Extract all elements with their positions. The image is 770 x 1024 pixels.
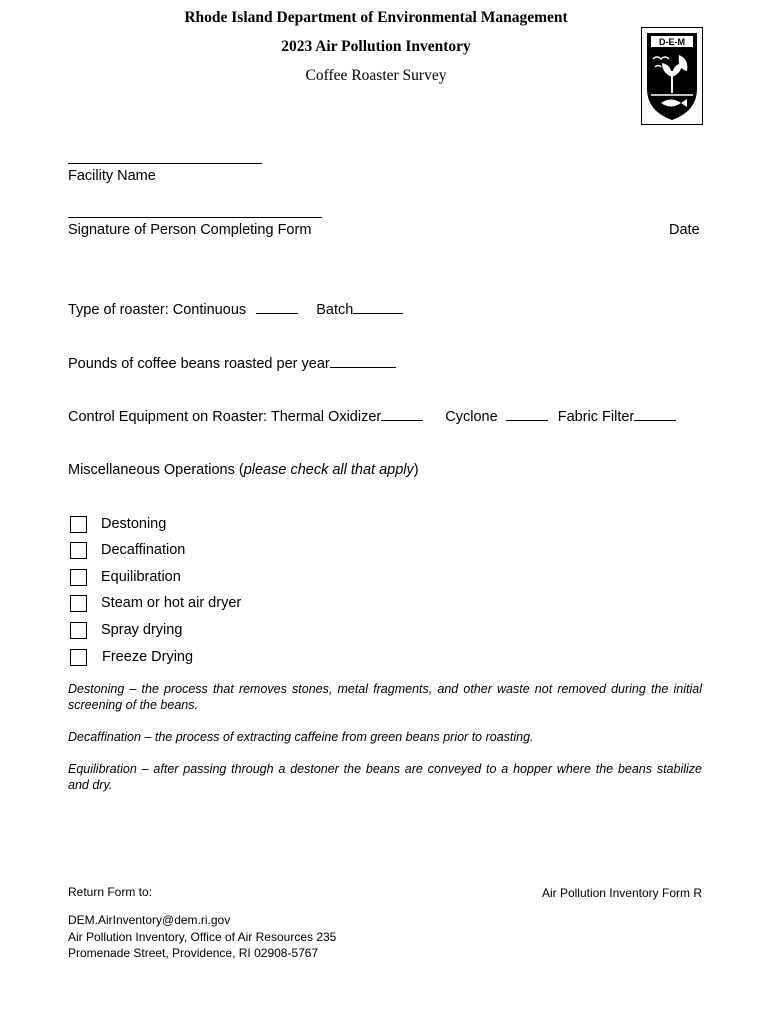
return-form-label: Return Form to:: [68, 885, 153, 899]
address-line-1: Air Pollution Inventory, Office of Air Resources 235: [68, 929, 337, 944]
logo-text: D-E-M: [659, 37, 685, 47]
dem-seal-icon: [641, 27, 703, 125]
address-line-2: Promenade Street, Providence, RI 02908-5767: [68, 946, 319, 960]
survey-title: Coffee Roaster Survey: [305, 67, 447, 84]
checkbox-spray-drying[interactable]: [70, 622, 87, 639]
facility-name-label: Facility Name: [68, 168, 156, 184]
definition-destoning: Destoning – the process that removes stones, metal fragments, and other waste not removed during the initial screening of the beans.: [68, 682, 702, 712]
checkbox-label-steam-dryer: Steam or hot air dryer: [101, 595, 242, 611]
definition-decaffination: Decaffination – the process of extracting caffeine from green beans prior to roasting.: [68, 730, 534, 744]
misc-operations-heading: [68, 462, 419, 478]
cyclone-blank[interactable]: [506, 408, 548, 421]
control-equipment-row: [68, 408, 676, 425]
pounds-label: Pounds of coffee beans roasted per year: [68, 356, 330, 372]
roaster-type-row: [68, 301, 403, 318]
checkbox-label-decaffination: Decaffination: [101, 542, 186, 558]
roaster-type-label: Type of roaster: Continuous: [68, 302, 247, 318]
fabric-filter-blank[interactable]: [634, 408, 676, 421]
continuous-blank[interactable]: [256, 301, 298, 314]
checkbox-freeze-drying[interactable]: [70, 649, 87, 666]
thermal-oxidizer-blank[interactable]: [381, 408, 423, 421]
form-id: Air Pollution Inventory Form R: [541, 886, 702, 900]
checkbox-steam-dryer[interactable]: [70, 595, 87, 612]
cyclone-label: Cyclone: [445, 409, 498, 425]
pounds-row: [68, 355, 396, 372]
definition-equilibration: Equilibration – after passing through a destoner the beans are conveyed to a hopper where the beans stabilize and dry.: [68, 762, 702, 792]
return-email[interactable]: DEM.AirInventory@dem.ri.gov: [68, 913, 231, 927]
inventory-title: 2023 Air Pollution Inventory: [281, 38, 471, 55]
checkbox-decaffination[interactable]: [70, 542, 87, 559]
agency-title: Rhode Island Department of Environmental Management: [184, 9, 568, 26]
pounds-blank[interactable]: [330, 355, 396, 368]
fabric-filter-label: Fabric Filter: [557, 409, 635, 425]
batch-blank[interactable]: [353, 301, 403, 314]
misc-heading-italic: please check all that apply: [243, 462, 414, 478]
batch-label: Batch: [316, 302, 354, 318]
misc-heading-close: ): [413, 462, 419, 478]
checkbox-label-equilibration: Equilibration: [101, 569, 181, 585]
signature-label: Signature of Person Completing Form: [68, 222, 312, 238]
checkbox-label-spray-drying: Spray drying: [101, 622, 183, 638]
signature-line[interactable]: [68, 217, 322, 218]
checkbox-label-destoning: Destoning: [101, 516, 167, 532]
date-label: Date: [669, 222, 700, 238]
checkbox-label-freeze-drying: Freeze Drying: [102, 649, 194, 665]
return-address: [68, 912, 388, 962]
misc-heading-text: Miscellaneous Operations (: [68, 462, 244, 478]
checkbox-equilibration[interactable]: [70, 569, 87, 586]
checkbox-destoning[interactable]: [70, 516, 87, 533]
facility-name-line[interactable]: [68, 163, 262, 164]
control-equipment-label: Control Equipment on Roaster: Thermal Oxidizer: [68, 409, 382, 425]
